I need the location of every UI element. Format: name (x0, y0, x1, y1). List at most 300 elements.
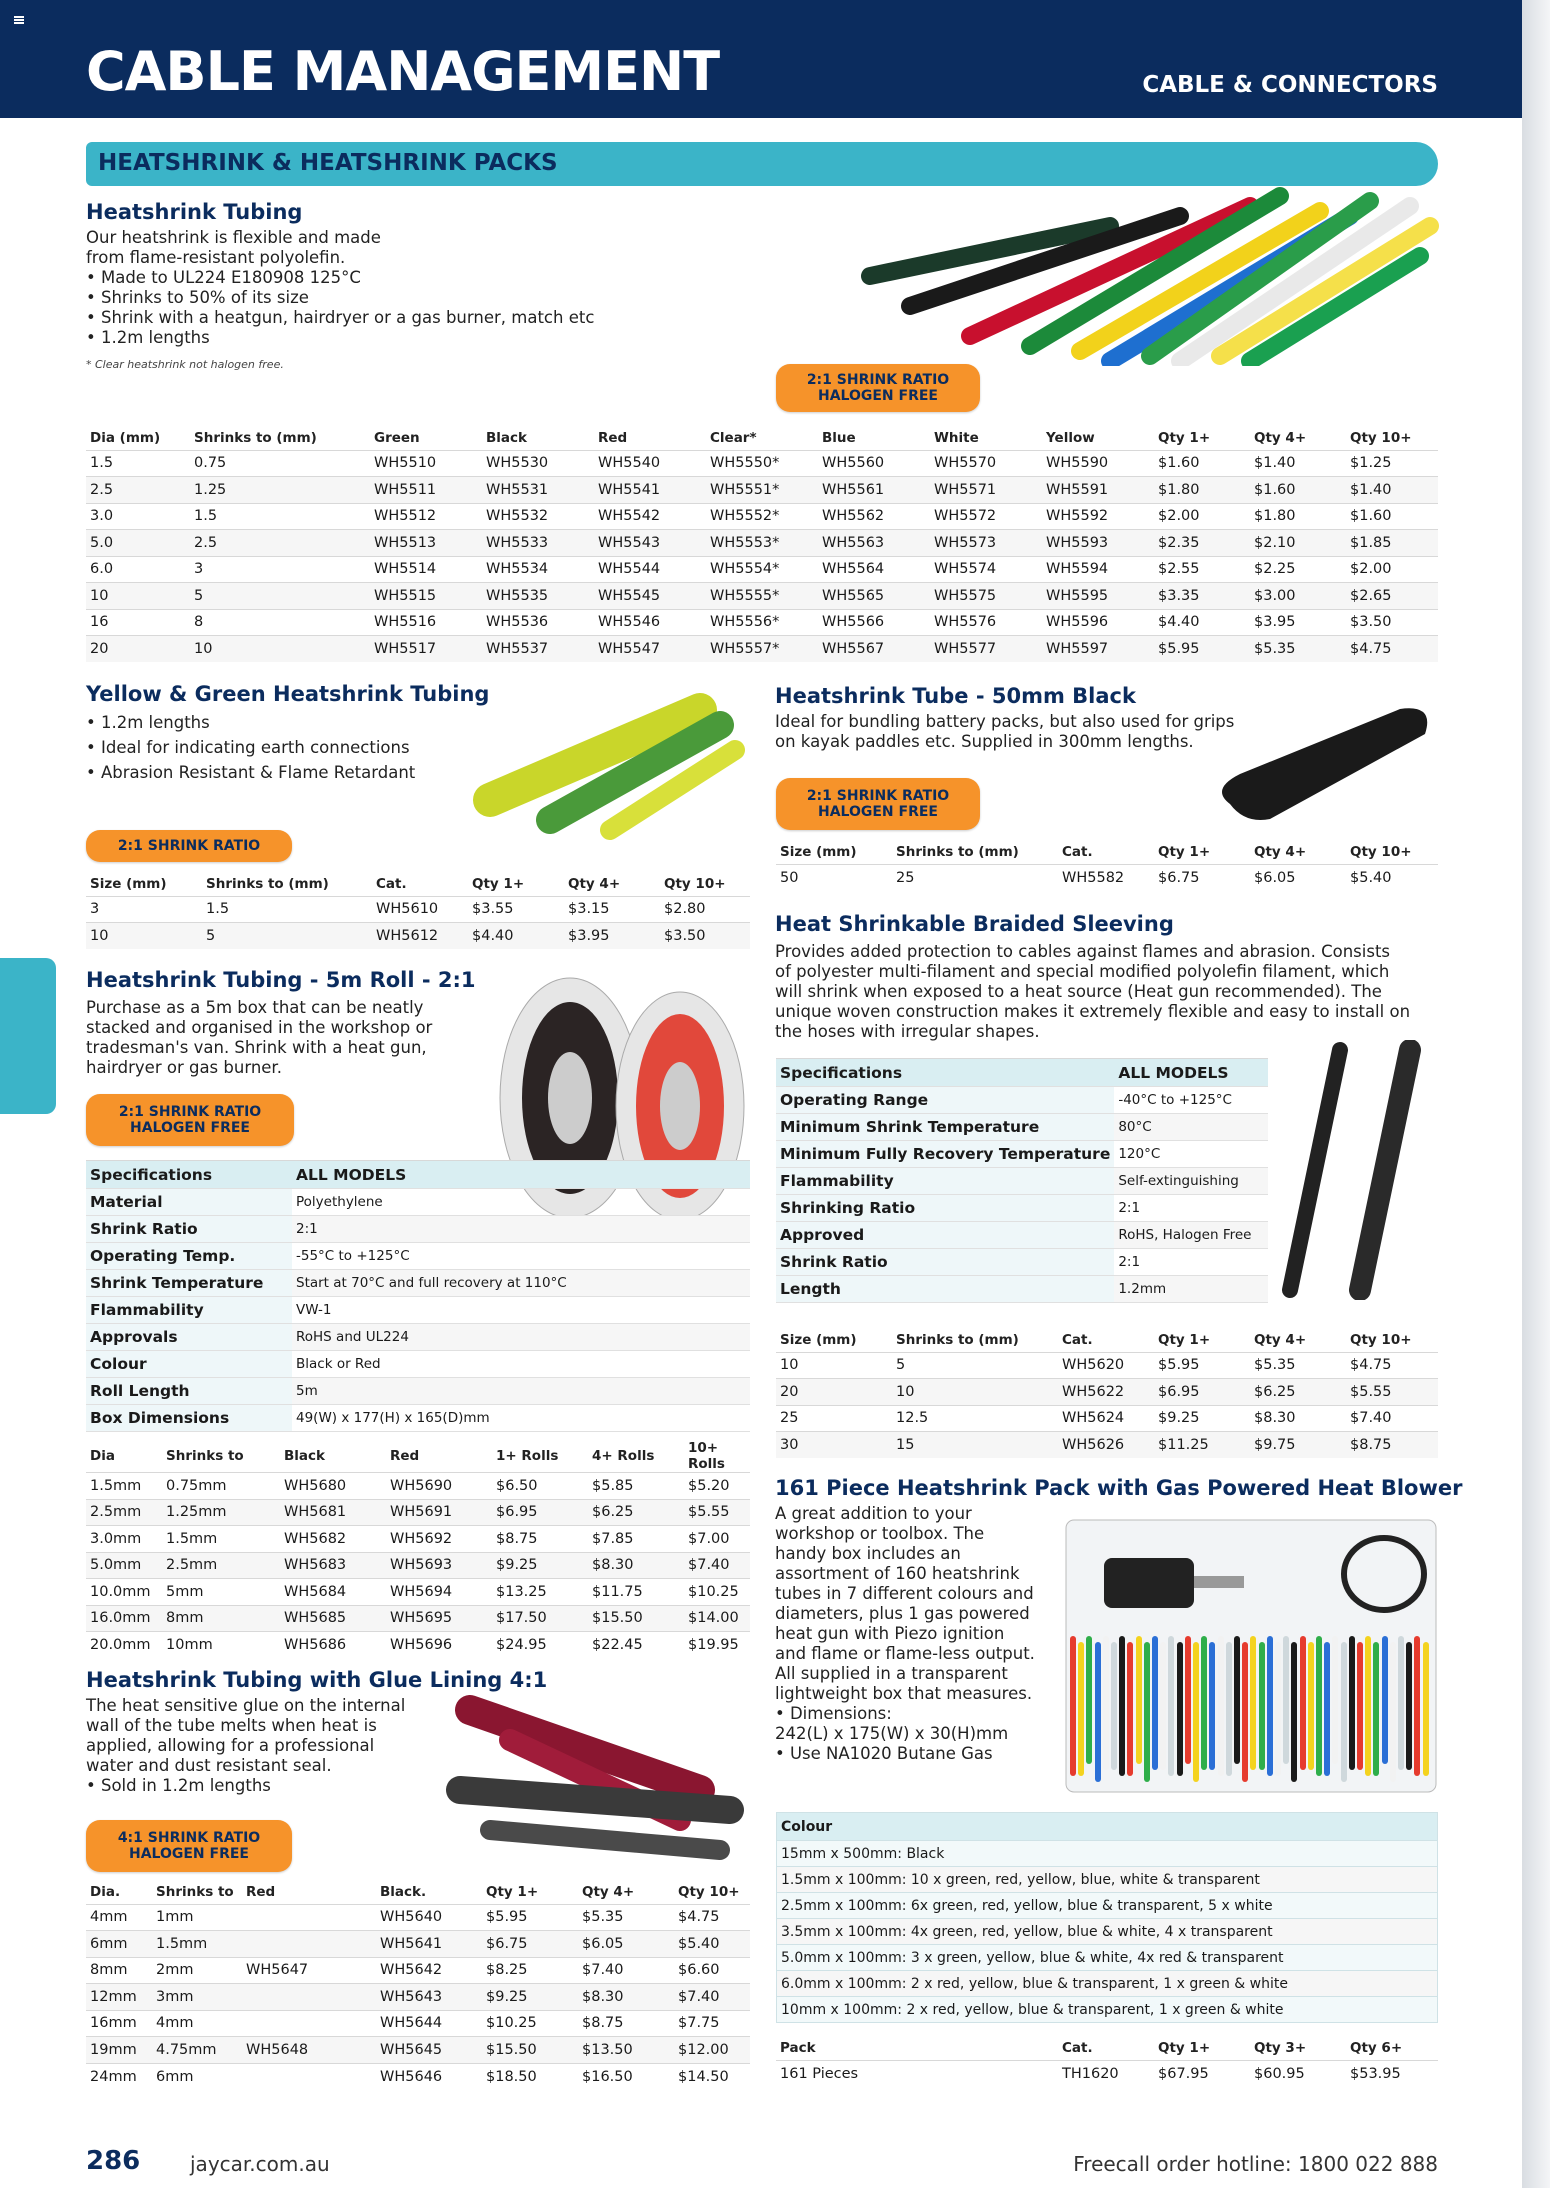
column-header: Pack (780, 2039, 816, 2056)
column-header: Shrinks to (mm) (194, 429, 317, 446)
table-cell: 15 (892, 1432, 1058, 1459)
table-cell: WH5535 (482, 583, 594, 610)
column-header: Qty 10+ (664, 875, 726, 892)
table-cell: WH5640 (376, 1904, 482, 1931)
spec-value: Self-extinguishing (1114, 1168, 1268, 1195)
heatshrink-title: Heatshrink Tubing (86, 200, 303, 224)
tube-strip (1406, 1642, 1412, 1770)
table-cell: $1.60 (1154, 450, 1250, 477)
spec-value: RoHS and UL224 (292, 1324, 750, 1351)
table-cell: $5.40 (674, 1931, 750, 1958)
table-cell: WH5576 (930, 609, 1042, 636)
spec-value: -55°C to +125°C (292, 1243, 750, 1270)
spec-key: Shrink Temperature (86, 1270, 292, 1297)
spec-value: VW-1 (292, 1297, 750, 1324)
table-cell: WH5692 (386, 1526, 492, 1553)
roll-spec-table (86, 1160, 750, 1432)
table-row (776, 864, 1438, 891)
colour-row (777, 1997, 1438, 2023)
desc-line: • Dimensions: (775, 1704, 892, 1723)
table-cell: 6mm (152, 2063, 242, 2090)
table-row (86, 2010, 750, 2037)
tube-strip (1234, 1636, 1240, 1764)
tube-strip (1275, 1642, 1281, 1776)
table-cell: $1.40 (1250, 450, 1346, 477)
table-cell: 10mm (162, 1632, 280, 1659)
desc-line: handy box includes an (775, 1544, 961, 1563)
tube-strip (1324, 1642, 1330, 1776)
table-cell: 16mm (86, 2010, 152, 2037)
hotline-text: Freecall order hotline: 1800 022 888 (1073, 2152, 1438, 2176)
badge-line: 4:1 SHRINK RATIO (117, 1830, 261, 1846)
table-cell: $1.60 (1346, 503, 1438, 530)
table-row (86, 1579, 750, 1606)
column-header: White (934, 429, 979, 446)
bullet: • Shrink with a heatgun, hairdryer or a gas burner, match etc (86, 308, 595, 327)
table-cell: WH5612 (372, 923, 468, 950)
table-cell: 4mm (86, 1904, 152, 1931)
table-cell: $67.95 (1154, 2060, 1250, 2087)
table-cell: WH5542 (594, 503, 706, 530)
table-cell: WH5533 (482, 530, 594, 557)
tube-strip (1160, 1642, 1166, 1770)
table-cell: $8.75 (492, 1526, 588, 1553)
spec-key: Length (776, 1276, 1114, 1303)
bullet: • Abrasion Resistant & Flame Retardant (86, 763, 416, 782)
roll-desc (86, 998, 432, 1078)
column-header: Shrinks to (mm) (896, 843, 1019, 860)
table-cell: $5.35 (578, 1904, 674, 1931)
column-header: Qty 1+ (486, 1883, 539, 1900)
spec-value: 49(W) x 177(H) x 165(D)mm (292, 1405, 750, 1432)
column-header: 4+ Rolls (592, 1448, 655, 1464)
desc-line: and flame or flame-less output. (775, 1644, 1035, 1663)
table-header (776, 840, 1438, 864)
colour-cell: 6.0mm x 100mm: 2 x red, yellow, blue & transparent, 1 x green & white (777, 1971, 1438, 1997)
column-header: Dia. (90, 1883, 121, 1900)
table-cell: $4.40 (1154, 609, 1250, 636)
table-cell: 24mm (86, 2063, 152, 2090)
spec-key: Shrink Ratio (86, 1216, 292, 1243)
table-cell: $7.40 (1346, 1405, 1438, 1432)
table-cell: $6.75 (1154, 864, 1250, 891)
table-cell: 10 (190, 636, 370, 663)
table-cell: 8mm (162, 1605, 280, 1632)
desc-line: will shrink when exposed to a heat source (Heat gun recommended). The (775, 982, 1382, 1001)
badge-line: HALOGEN FREE (130, 1120, 250, 1136)
hamburger-icon[interactable] (14, 16, 24, 24)
table-cell: WH5554* (706, 556, 818, 583)
table-row (86, 530, 1438, 557)
table-cell (242, 1931, 376, 1958)
table-cell: $4.75 (1346, 1352, 1438, 1379)
braided-title: Heat Shrinkable Braided Sleeving (775, 912, 1174, 936)
table-row (86, 1904, 750, 1931)
braided-spec-table (776, 1058, 1268, 1303)
tube-strip (1152, 1636, 1158, 1770)
desc-line: A great addition to your (775, 1504, 972, 1523)
table-cell: WH5695 (386, 1605, 492, 1632)
column-header: Red (390, 1448, 420, 1464)
table-cell: WH5513 (370, 530, 482, 557)
colour-cell: 2.5mm x 100mm: 6x green, red, yellow, blue & transparent, 5 x white (777, 1893, 1438, 1919)
tube-strip (1283, 1636, 1289, 1764)
tube-strip (1119, 1636, 1125, 1776)
spec-row (86, 1270, 750, 1297)
badge-line: 2:1 SHRINK RATIO (806, 372, 950, 388)
table-cell: $3.95 (564, 923, 660, 950)
spec-key: Approvals (86, 1324, 292, 1351)
desc-line: tubes in 7 different colours and (775, 1584, 1034, 1603)
table-cell: 1.5 (86, 450, 190, 477)
table-cell: $2.80 (660, 896, 750, 923)
table-cell: $5.55 (1346, 1379, 1438, 1406)
table-cell: $4.40 (468, 923, 564, 950)
table-cell: WH5555* (706, 583, 818, 610)
table-cell: WH5532 (482, 503, 594, 530)
table-cell: WH5510 (370, 450, 482, 477)
column-header: Shrinks to (mm) (896, 1331, 1019, 1348)
heatshrink-desc (86, 228, 594, 348)
table-cell: 10 (86, 583, 190, 610)
badge-line: HALOGEN FREE (818, 388, 938, 404)
yellowgreen-desc (86, 710, 415, 785)
spec-key: Approved (776, 1222, 1114, 1249)
table-cell: $2.65 (1346, 583, 1438, 610)
badge-line: HALOGEN FREE (129, 1846, 249, 1862)
table-cell: WH5684 (280, 1579, 386, 1606)
table-cell: $5.95 (1154, 1352, 1250, 1379)
table-cell: $9.25 (482, 1984, 578, 2011)
table-cell: $9.25 (492, 1552, 588, 1579)
column-header: Qty 1+ (1158, 429, 1211, 446)
table-cell: WH5685 (280, 1605, 386, 1632)
colour-cell: 10mm x 100mm: 2 x red, yellow, blue & transparent, 1 x green & white (777, 1997, 1438, 2023)
table-cell: WH5595 (1042, 583, 1154, 610)
column-header: Qty 6+ (1350, 2039, 1403, 2056)
table-cell: 0.75 (190, 450, 370, 477)
table-row (86, 556, 1438, 583)
table-row (86, 1632, 750, 1659)
column-header: Qty 4+ (1254, 1331, 1307, 1348)
tube-strip (1308, 1642, 1314, 1770)
table-cell: WH5644 (376, 2010, 482, 2037)
column-header: Qty 1+ (1158, 1331, 1211, 1348)
roll-title: Heatshrink Tubing - 5m Roll - 2:1 (86, 968, 476, 992)
table-row (86, 477, 1438, 504)
table-cell: WH5590 (1042, 450, 1154, 477)
table-cell: WH5646 (376, 2063, 482, 2090)
table-cell: 20 (86, 636, 190, 663)
column-header: Dia (mm) (90, 429, 161, 446)
column-header: Size (mm) (780, 1331, 857, 1348)
table-header (86, 872, 750, 896)
table-cell: $13.50 (578, 2037, 674, 2064)
table-cell: $15.50 (588, 1605, 684, 1632)
tube-strip (1332, 1636, 1338, 1764)
spec-row (86, 1297, 750, 1324)
table-cell: 2.5 (86, 477, 190, 504)
spec-row (86, 1405, 750, 1432)
table-cell: WH5512 (370, 503, 482, 530)
section-banner (86, 142, 1438, 186)
table-row (86, 1499, 750, 1526)
desc-line: applied, allowing for a professional (86, 1736, 375, 1755)
table-cell: 5.0 (86, 530, 190, 557)
table-cell: $7.75 (674, 2010, 750, 2037)
table-cell: $6.05 (578, 1931, 674, 1958)
heatshrink-table (86, 426, 1438, 662)
table-header (86, 426, 1438, 450)
table-cell: $13.25 (492, 1579, 588, 1606)
table-cell: $5.85 (588, 1473, 684, 1500)
table-cell: WH5543 (594, 530, 706, 557)
table-row (86, 1605, 750, 1632)
table-cell: WH5622 (1058, 1379, 1154, 1406)
table-cell: WH5645 (376, 2037, 482, 2064)
table-row (86, 583, 1438, 610)
spec-key: Operating Range (776, 1087, 1114, 1114)
desc-line: lightweight box that measures. (775, 1684, 1033, 1703)
table-row (86, 1984, 750, 2011)
table-cell: WH5567 (818, 636, 930, 663)
column-header: Black (486, 429, 528, 446)
spec-value: 2:1 (1114, 1195, 1268, 1222)
bullet: • Shrinks to 50% of its size (86, 288, 309, 307)
tube-strip (1357, 1642, 1363, 1770)
desc-line: of polyester multi-filament and special modified polyolefin filament, which (775, 962, 1390, 981)
table-row (776, 2060, 1438, 2087)
spec-row (86, 1216, 750, 1243)
spec-key: Flammability (86, 1297, 292, 1324)
tube-strip (1201, 1636, 1207, 1770)
spec-key: Roll Length (86, 1378, 292, 1405)
colour-header-cell: Colour (777, 1813, 1438, 1841)
table-cell: $2.55 (1154, 556, 1250, 583)
table-cell: 1.5mm (162, 1526, 280, 1553)
column-header: Qty 4+ (582, 1883, 635, 1900)
tube-strip (1209, 1642, 1215, 1770)
table-cell: WH5516 (370, 609, 482, 636)
tube-strip (1316, 1636, 1322, 1776)
pack-colour-table (776, 1812, 1438, 2023)
table-cell: 1.25mm (162, 1499, 280, 1526)
desc-line: tradesman's van. Shrink with a heat gun, (86, 1038, 427, 1057)
tube-strip (1291, 1642, 1297, 1782)
tube-strip (1259, 1642, 1265, 1770)
table-cell: $8.30 (1250, 1405, 1346, 1432)
spec-key: Flammability (776, 1168, 1114, 1195)
column-header: Black (284, 1448, 326, 1464)
table-cell: WH5536 (482, 609, 594, 636)
spec-row (776, 1168, 1268, 1195)
table-cell: $2.00 (1346, 556, 1438, 583)
glue-lined-tubing-image (430, 1680, 750, 1870)
spec-value: RoHS, Halogen Free (1114, 1222, 1268, 1249)
table-cell: 3.0 (86, 503, 190, 530)
table-cell: WH5564 (818, 556, 930, 583)
table-cell: $8.25 (482, 1957, 578, 1984)
shrink-ratio-badge (86, 1820, 292, 1872)
table-cell: WH5574 (930, 556, 1042, 583)
tube-strip (1423, 1642, 1429, 1776)
colour-row (777, 1971, 1438, 1997)
table-cell: $17.50 (492, 1605, 588, 1632)
table-cell: $5.40 (1346, 864, 1438, 891)
table-cell: $16.50 (578, 2063, 674, 2090)
table-cell: $18.50 (482, 2063, 578, 2090)
spec-row (86, 1324, 750, 1351)
table-row (776, 1352, 1438, 1379)
spec-row (776, 1222, 1268, 1249)
table-cell: 3mm (152, 1984, 242, 2011)
table-cell: $2.25 (1250, 556, 1346, 583)
table-cell: 3 (190, 556, 370, 583)
spec-header-cell: Specifications (776, 1059, 1114, 1087)
table-cell: $2.10 (1250, 530, 1346, 557)
column-header: Shrinks to (166, 1448, 244, 1464)
table-cell: WH5693 (386, 1552, 492, 1579)
column-header: Cat. (1062, 2039, 1093, 2056)
spec-key: Colour (86, 1351, 292, 1378)
column-header: Cat. (1062, 1331, 1093, 1348)
tube-strip (1103, 1636, 1109, 1770)
table-cell: WH5648 (242, 2037, 376, 2064)
table-row (776, 1405, 1438, 1432)
desc-line: • Use NA1020 Butane Gas (775, 1744, 993, 1763)
table-cell: 1.5mm (86, 1473, 162, 1500)
column-header: Qty 10+ (1350, 429, 1412, 446)
column-header: Black. (380, 1883, 427, 1900)
table-cell: WH5530 (482, 450, 594, 477)
table-cell: $22.45 (588, 1632, 684, 1659)
table-cell: WH5641 (376, 1931, 482, 1958)
black50-table (776, 840, 1438, 891)
desc-line: wall of the tube melts when heat is (86, 1716, 377, 1735)
table-cell: $3.55 (468, 896, 564, 923)
table-cell: $3.15 (564, 896, 660, 923)
column-header: Shrinks to (mm) (206, 875, 329, 892)
spec-key: Material (86, 1189, 292, 1216)
table-cell: WH5537 (482, 636, 594, 663)
desc-line: 242(L) x 175(W) x 30(H)mm (775, 1724, 1009, 1743)
table-cell: WH5694 (386, 1579, 492, 1606)
spec-value: Black or Red (292, 1351, 750, 1378)
table-cell: WH5556* (706, 609, 818, 636)
table-cell: WH5690 (386, 1473, 492, 1500)
table-cell: 25 (776, 1405, 892, 1432)
table-cell: $4.75 (1346, 636, 1438, 663)
table-cell: WH5610 (372, 896, 468, 923)
tube-strip (1365, 1636, 1371, 1776)
colour-cell: 3.5mm x 100mm: 4x green, red, yellow, blue & white, 4 x transparent (777, 1919, 1438, 1945)
bullet: • 1.2m lengths (86, 713, 210, 732)
yellow-green-tubing-image (470, 690, 750, 840)
table-cell: $7.40 (578, 1957, 674, 1984)
bullet: • Sold in 1.2m lengths (86, 1776, 271, 1795)
table-cell: 3 (86, 896, 202, 923)
table-cell: $6.75 (482, 1931, 578, 1958)
table-header (776, 2036, 1438, 2060)
column-header: Shrinks to (156, 1883, 234, 1900)
table-cell: WH5683 (280, 1552, 386, 1579)
braided-desc (775, 942, 1410, 1042)
table-cell: 5mm (162, 1579, 280, 1606)
table-cell: WH5596 (1042, 609, 1154, 636)
table-cell: $7.40 (684, 1552, 750, 1579)
tube-strip (1242, 1642, 1248, 1782)
table-cell: 1.5 (202, 896, 372, 923)
table-cell: 161 Pieces (776, 2060, 1058, 2087)
table-cell: WH5515 (370, 583, 482, 610)
table-row (86, 1957, 750, 1984)
table-cell: 1mm (152, 1904, 242, 1931)
table-header (86, 1880, 750, 1904)
website-link[interactable]: jaycar.com.au (190, 2152, 330, 2176)
page-header (0, 0, 1522, 118)
spec-row (776, 1276, 1268, 1303)
table-cell: WH5547 (594, 636, 706, 663)
table-cell: 30 (776, 1432, 892, 1459)
table-cell: 10.0mm (86, 1579, 162, 1606)
column-header: Qty 1+ (1158, 2039, 1211, 2056)
table-cell: 2.5mm (162, 1552, 280, 1579)
column-header: Red (246, 1883, 276, 1900)
table-cell: $4.75 (674, 1904, 750, 1931)
table-cell: WH5582 (1058, 864, 1154, 891)
table-cell: 50 (776, 864, 892, 891)
tube-strip (1267, 1636, 1273, 1776)
table-cell: WH5545 (594, 583, 706, 610)
table-cell: WH5563 (818, 530, 930, 557)
banner-text: HEATSHRINK & HEATSHRINK PACKS (98, 150, 558, 176)
table-cell: WH5562 (818, 503, 930, 530)
table-cell: WH5691 (386, 1499, 492, 1526)
column-header: Yellow (1046, 429, 1095, 446)
table-cell: WH5560 (818, 450, 930, 477)
shrink-ratio-badge (776, 778, 980, 830)
table-cell: 1.5 (190, 503, 370, 530)
column-header: Qty 4+ (568, 875, 621, 892)
table-cell: $14.00 (684, 1605, 750, 1632)
table-cell: $10.25 (684, 1579, 750, 1606)
desc-line: heat gun with Piezo ignition (775, 1624, 1005, 1643)
table-cell: $3.95 (1250, 609, 1346, 636)
tube-strip (1070, 1636, 1076, 1776)
side-tab[interactable] (0, 958, 56, 1114)
heatshrink-tubes-image (850, 186, 1440, 366)
table-row (86, 1552, 750, 1579)
badge-line: 2:1 SHRINK RATIO (118, 1104, 262, 1120)
spec-value: 80°C (1114, 1114, 1268, 1141)
table-cell: WH5552* (706, 503, 818, 530)
table-cell: $1.40 (1346, 477, 1438, 504)
table-cell: WH5680 (280, 1473, 386, 1500)
bullet: • Made to UL224 E180908 125°C (86, 268, 361, 287)
table-cell: $1.85 (1346, 530, 1438, 557)
column-header: Qty 4+ (1254, 429, 1307, 446)
column-header: Size (mm) (90, 875, 167, 892)
colour-cell: 15mm x 500mm: Black (777, 1841, 1438, 1867)
desc-line: assortment of 160 heatshrink (775, 1564, 1020, 1583)
table-cell: WH5647 (242, 1957, 376, 1984)
table-cell: $6.25 (1250, 1379, 1346, 1406)
spec-row (776, 1249, 1268, 1276)
spec-header-cell: ALL MODELS (1114, 1059, 1268, 1087)
tube-strip (1341, 1642, 1347, 1782)
desc-line: hairdryer or gas burner. (86, 1058, 282, 1077)
braided-sleeving-image (1260, 1040, 1440, 1300)
